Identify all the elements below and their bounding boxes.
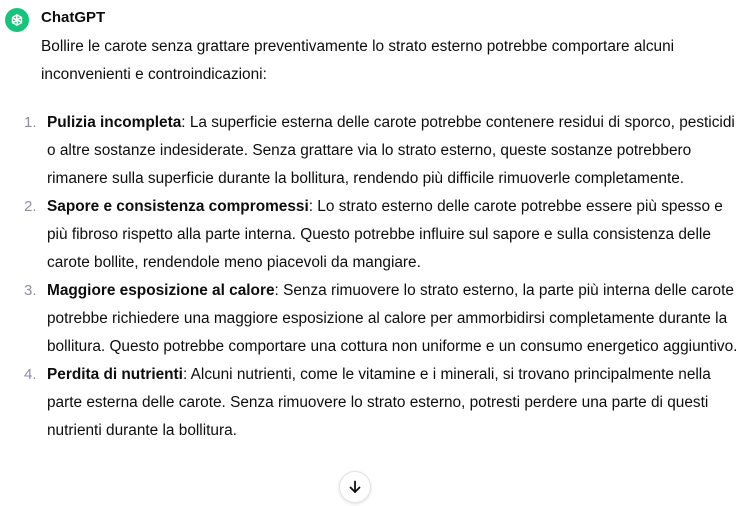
list-item-title: Perdita di nutrienti: [47, 366, 183, 383]
list-item-text: : Lo strato esterno delle carote potrebbe essere più spesso e più fibroso rispetto alla parte interna. Questo potrebbe influire sul sapore e sulla consistenza delle carote bollite, rendendole meno piacevoli da mangiare.: [47, 198, 723, 271]
list-item-text: : Alcuni nutrienti, come le vitamine e i minerali, si trovano principalmente nella parte esterna delle carote. Senza rimuovere lo strato esterno, potresti perdere una parte di questi nutrienti durante la bollitura.: [47, 366, 711, 439]
list-item-title: Maggiore esposizione al calore: [47, 282, 275, 299]
message-content: [24, 33, 741, 445]
list-item-text: : Senza rimuovere lo strato esterno, la parte più interna delle carote potrebbe richiedere una maggiore esposizione al calore per ammorbidirsi completamente durante la bollitura. Questo potrebbe comportare una cottura non uniforme e un consumo energetico aggiuntivo.: [47, 282, 738, 355]
list-item-title: Pulizia incompleta: [47, 114, 182, 131]
list-item: [24, 193, 741, 277]
arrow-down-icon: [347, 479, 363, 495]
list-item-number: 2.: [24, 198, 37, 215]
list-item-text: : La superficie esterna delle carote potrebbe contenere residui di sporco, pesticidi o altre sostanze indesiderate. Senza grattare via lo strato esterno, queste sostanze potrebbero rimanere sulla superficie durante la bollitura, rendendo più difficile rimuoverle completamente.: [47, 114, 735, 187]
list-item-number: 4.: [24, 366, 37, 383]
list-item-title: Sapore e consistenza compromessi: [47, 198, 309, 215]
message-author: ChatGPT: [41, 9, 106, 26]
list-item: [24, 361, 741, 445]
list-item-number: 1.: [24, 114, 37, 131]
openai-logo-icon: [9, 12, 25, 28]
message-intro: Bollire le carote senza grattare preventivamente lo strato esterno potrebbe comportare alcuni inconvenienti e controindicazioni:: [41, 38, 675, 83]
assistant-avatar: [5, 8, 29, 32]
list-item: [24, 109, 741, 193]
list-item-number: 3.: [24, 282, 37, 299]
list-item: [24, 277, 741, 361]
numbered-list: [24, 109, 741, 445]
scroll-to-bottom-button[interactable]: [339, 471, 371, 503]
